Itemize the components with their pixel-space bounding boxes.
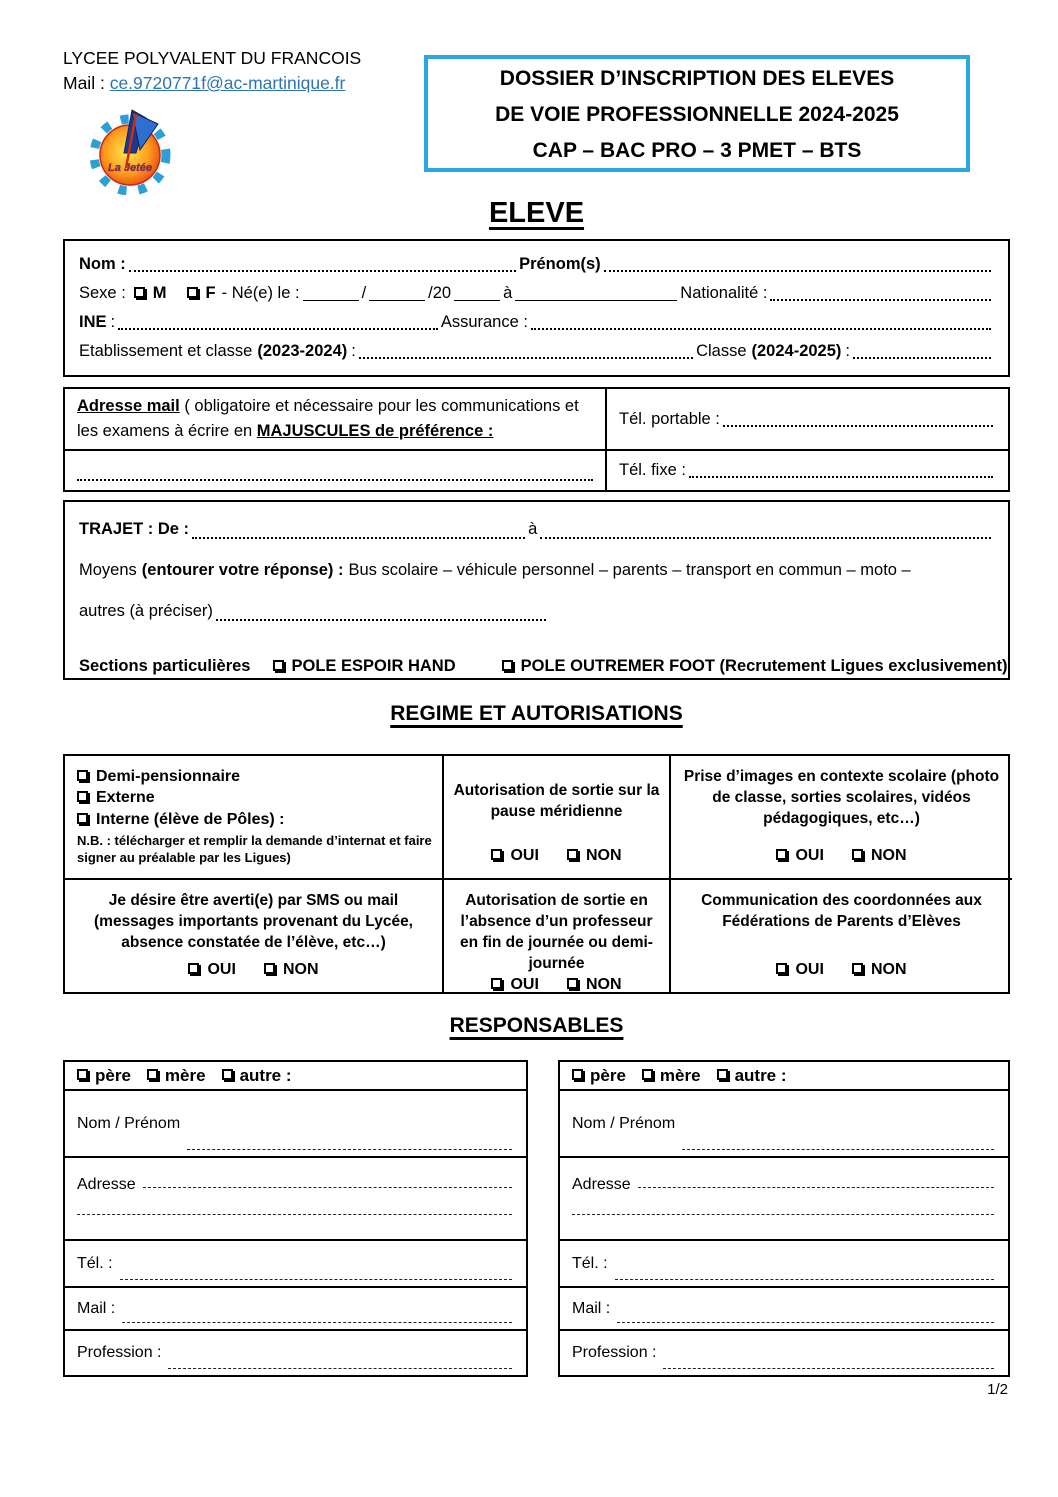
regime-cell-federations xyxy=(669,878,1012,992)
oui-checkbox[interactable] xyxy=(491,978,502,989)
pole-hand-checkbox[interactable] xyxy=(273,660,284,671)
title-line-3: CAP – BAC PRO – 3 PMET – BTS xyxy=(532,139,862,162)
tel-fixe-cell xyxy=(605,449,1008,490)
birth-day-field[interactable] xyxy=(303,299,359,301)
birth-month-field[interactable] xyxy=(369,299,425,301)
nom-prenom-label: Nom / Prénom xyxy=(77,1114,181,1132)
tel-row xyxy=(560,1239,1008,1286)
nom-prenom-line xyxy=(79,250,994,279)
demi-pensionnaire-checkbox[interactable] xyxy=(77,770,88,781)
assurance-fill-line[interactable] xyxy=(531,328,991,330)
autres-line xyxy=(79,594,994,628)
sections-label: Sections particulières xyxy=(79,656,251,675)
non-checkbox[interactable] xyxy=(264,963,275,974)
tel-fill-line[interactable] xyxy=(615,1278,994,1280)
section-heading-regime: REGIME ET AUTORISATIONS xyxy=(390,702,683,725)
responsable-type-row xyxy=(65,1062,526,1089)
adresse-mail-cell xyxy=(65,389,605,449)
ine-fill-line[interactable] xyxy=(118,328,438,330)
page-number: 1/2 xyxy=(987,1381,1008,1398)
pension-item xyxy=(77,787,155,808)
mail-fill-line[interactable] xyxy=(122,1321,512,1323)
profession-label: Profession : xyxy=(572,1344,657,1361)
nom-prenom-row xyxy=(65,1089,526,1156)
pension-nb-note: N.B. : télécharger et remplir la demande d’internat et faire signer au préalable par les Ligues) xyxy=(77,832,432,865)
birth-place-a-label: à xyxy=(503,284,513,302)
sexe-f-label: F xyxy=(205,284,216,302)
prenom-label: Prénom(s) xyxy=(519,255,601,273)
pole-hand-label: POLE ESPOIR HAND xyxy=(291,656,456,675)
oui-label: OUI xyxy=(795,961,824,978)
adresse-mail-text: ( obligatoire et nécessaire pour les communications et les examens à écrire en xyxy=(77,397,579,440)
non-choice xyxy=(264,959,319,980)
nom-prenom-fill-line[interactable] xyxy=(187,1148,512,1150)
sexe-f-checkbox[interactable] xyxy=(187,287,198,298)
non-label: NON xyxy=(585,847,622,864)
interne-checkbox[interactable] xyxy=(77,813,88,824)
sortie-prof-text: Autorisation de sortie en l’absence d’un professeur en fin de journée ou demi-journée xyxy=(460,892,653,972)
pere-label: père xyxy=(95,1065,131,1085)
federations-ouinon xyxy=(776,959,906,980)
document-title-box xyxy=(424,55,970,172)
adresse-mail-label: Adresse mail xyxy=(77,397,180,415)
demi-pensionnaire-label: Demi-pensionnaire xyxy=(96,768,241,786)
interne-label: Interne (élève de Pôles) : xyxy=(96,810,285,828)
federations-text: Communication des coordonnées aux Fédérations de Parents d’Elèves xyxy=(701,892,982,930)
classe-label: Classe xyxy=(696,342,747,360)
ine-label: INE xyxy=(79,313,107,331)
tel-portable-fill-line[interactable] xyxy=(723,425,993,427)
oui-label: OUI xyxy=(510,976,539,993)
oui-checkbox[interactable] xyxy=(776,849,787,860)
student-identity-box xyxy=(63,239,1010,377)
oui-label: OUI xyxy=(207,961,236,978)
nationalite-label: Nationalité : xyxy=(680,284,768,302)
tel-row xyxy=(65,1239,526,1286)
title-line-2: DE VOIE PROFESSIONNELLE 2024-2025 xyxy=(495,103,899,126)
oui-choice xyxy=(188,959,235,980)
images-text: Prise d’images en contexte scolaire (photo de classe, sorties scolaires, vidéos pédagogiques, etc…) xyxy=(683,768,1000,827)
nationalite-fill-line[interactable] xyxy=(770,299,991,301)
non-label: NON xyxy=(585,976,622,993)
moyens-options: Bus scolaire – véhicule personnel – parents – transport en commun – moto – xyxy=(348,560,911,579)
classe-colon: : xyxy=(845,342,850,360)
mail-row xyxy=(65,1286,526,1329)
assurance-label: Assurance : xyxy=(440,313,528,331)
regime-table xyxy=(63,754,1010,994)
oui-checkbox[interactable] xyxy=(188,963,199,974)
trajet-line xyxy=(79,512,994,546)
trajet-de-fill-line[interactable] xyxy=(192,537,525,539)
tel-fixe-label: Tél. fixe : xyxy=(619,461,686,479)
oui-choice xyxy=(776,845,823,866)
moyens-line xyxy=(79,553,994,587)
profession-label: Profession : xyxy=(77,1344,162,1361)
autre-label: autre : xyxy=(239,1065,292,1085)
mail-row xyxy=(560,1286,1008,1329)
adresse-label: Adresse xyxy=(572,1176,631,1194)
images-ouinon xyxy=(776,845,906,866)
oui-choice xyxy=(491,974,538,995)
sms-ouinon xyxy=(188,959,318,980)
adresse-row xyxy=(560,1156,1008,1239)
sexe-naissance-line xyxy=(79,279,994,308)
sms-text: Je désire être averti(e) par SMS ou mail (messages importants provenant du Lycée, absence constatée de l’élève, etc…) xyxy=(94,892,413,951)
non-checkbox[interactable] xyxy=(852,963,863,974)
regime-cell-sortie-prof xyxy=(442,878,669,992)
sortie-midi-text: Autorisation de sortie sur la pause méridienne xyxy=(453,782,660,820)
mere-checkbox[interactable] xyxy=(147,1069,158,1080)
regime-cell-sms xyxy=(65,878,442,992)
classe-fill-line[interactable] xyxy=(853,357,991,359)
oui-choice xyxy=(776,959,823,980)
autre-checkbox[interactable] xyxy=(222,1069,233,1080)
ine-assurance-line xyxy=(79,308,994,337)
tel-fill-line[interactable] xyxy=(120,1278,512,1280)
section-heading-eleve: ELEVE xyxy=(488,197,585,229)
sections-line xyxy=(79,649,1008,683)
birth-year-field[interactable] xyxy=(454,299,500,301)
nom-prenom-row xyxy=(560,1089,1008,1156)
profession-row xyxy=(65,1329,526,1375)
non-label: NON xyxy=(870,961,907,978)
pension-item xyxy=(77,766,240,787)
trajet-a-fill-line[interactable] xyxy=(540,537,991,539)
non-label: NON xyxy=(282,961,319,978)
mere-label: mère xyxy=(659,1065,701,1085)
moyens-label: Moyens xyxy=(79,560,137,579)
school-header xyxy=(63,46,361,96)
title-line-1: DOSSIER D’INSCRIPTION DES ELEVES xyxy=(499,67,895,90)
oui-checkbox[interactable] xyxy=(491,849,502,860)
regime-cell-images xyxy=(669,756,1012,878)
regime-cell-pension xyxy=(65,756,442,878)
nom-prenom-label: Nom / Prénom xyxy=(572,1114,676,1132)
prenom-fill-line[interactable] xyxy=(604,270,991,272)
date-slash: / xyxy=(361,284,367,302)
ine-colon: : xyxy=(110,313,116,331)
responsable-box-2 xyxy=(558,1060,1010,1377)
sortie-midi-ouinon xyxy=(491,845,621,866)
sortie-prof-ouinon xyxy=(491,974,621,995)
year-prefix: /20 xyxy=(428,284,452,302)
mail-label: Mail : xyxy=(572,1299,611,1317)
pole-foot-label: POLE OUTREMER FOOT (Recrutement Ligues exclusivement) xyxy=(520,656,1008,675)
nom-fill-line[interactable] xyxy=(129,270,516,272)
school-logo-icon xyxy=(80,98,180,198)
responsable-box-1 xyxy=(63,1060,528,1377)
logo-text: La Jetée xyxy=(107,162,153,174)
autres-fill-line[interactable] xyxy=(216,619,546,621)
oui-label: OUI xyxy=(510,847,539,864)
sexe-label: Sexe : xyxy=(79,284,126,302)
mail-fill-line[interactable] xyxy=(617,1321,994,1323)
trajet-a-label: à xyxy=(528,519,538,538)
adresse-mail-fill-line[interactable] xyxy=(77,479,593,481)
mail-label: Mail : xyxy=(77,1299,116,1317)
school-logo xyxy=(80,98,180,203)
autre-label: autre : xyxy=(734,1065,787,1085)
profession-fill-line[interactable] xyxy=(663,1367,994,1369)
non-checkbox[interactable] xyxy=(852,849,863,860)
school-mail-line xyxy=(63,71,361,96)
sexe-m-checkbox[interactable] xyxy=(134,287,145,298)
classe-year: (2024-2025) xyxy=(751,342,842,360)
nom-prenom-fill-line[interactable] xyxy=(682,1148,994,1150)
non-checkbox[interactable] xyxy=(567,978,578,989)
responsable-type-row xyxy=(560,1062,1008,1089)
ne-le-label: - Né(e) le : xyxy=(221,284,300,302)
pere-label: père xyxy=(590,1065,626,1085)
oui-label: OUI xyxy=(795,847,824,864)
responsables-section xyxy=(63,1060,1010,1377)
sexe-m-label: M xyxy=(152,284,167,302)
etablissement-fill-line[interactable] xyxy=(359,357,693,359)
pere-checkbox[interactable] xyxy=(572,1069,583,1080)
externe-checkbox[interactable] xyxy=(77,791,88,802)
etablissement-year: (2023-2024) xyxy=(257,342,348,360)
tel-label: Tél. : xyxy=(572,1254,608,1272)
adresse-label: Adresse xyxy=(77,1176,136,1194)
section-heading-responsables: RESPONSABLES xyxy=(449,1014,624,1037)
externe-label: Externe xyxy=(96,789,155,807)
etablissement-label: Etablissement et classe xyxy=(79,342,253,360)
adresse-fill-line-1[interactable] xyxy=(638,1186,994,1188)
tel-portable-label: Tél. portable : xyxy=(619,409,720,428)
pension-item xyxy=(77,809,285,830)
moyens-instruction: (entourer votre réponse) : xyxy=(141,560,344,579)
autre-checkbox[interactable] xyxy=(717,1069,728,1080)
trajet-de-label: TRAJET : De : xyxy=(79,519,190,538)
non-choice xyxy=(567,845,622,866)
school-name: LYCEE POLYVALENT DU FRANCOIS xyxy=(63,48,362,68)
pole-foot-checkbox[interactable] xyxy=(502,660,513,671)
trajet-box xyxy=(63,500,1010,680)
non-checkbox[interactable] xyxy=(567,849,578,860)
profession-fill-line[interactable] xyxy=(168,1367,512,1369)
oui-choice xyxy=(491,845,538,866)
non-choice xyxy=(852,959,907,980)
non-label: NON xyxy=(870,847,907,864)
oui-checkbox[interactable] xyxy=(776,963,787,974)
adresse-fill-line-1[interactable] xyxy=(143,1186,512,1188)
nom-label: Nom : xyxy=(79,255,126,273)
school-mail-link[interactable]: ce.9720771f@ac-martinique.fr xyxy=(109,73,346,93)
mere-checkbox[interactable] xyxy=(642,1069,653,1080)
mail-label: Mail : xyxy=(63,73,105,93)
adresse-mail-bold2: MAJUSCULES de préférence : xyxy=(256,422,494,440)
pere-checkbox[interactable] xyxy=(77,1069,88,1080)
mere-label: mère xyxy=(164,1065,206,1085)
regime-cell-sortie-midi xyxy=(442,756,669,878)
contact-box xyxy=(63,387,1010,492)
autres-label: autres (à préciser) xyxy=(79,601,213,620)
adresse-row xyxy=(65,1156,526,1239)
non-choice xyxy=(852,845,907,866)
etablissement-colon: : xyxy=(351,342,356,360)
etablissement-classe-line xyxy=(79,337,994,366)
tel-fixe-fill-line[interactable] xyxy=(689,476,993,478)
tel-portable-cell xyxy=(605,389,1008,449)
adresse-fill-line-2[interactable] xyxy=(77,1213,512,1215)
tel-label: Tél. : xyxy=(77,1254,113,1272)
adresse-fill-line-2[interactable] xyxy=(572,1213,994,1215)
birth-place-field[interactable] xyxy=(515,299,677,301)
adresse-mail-fill-cell xyxy=(65,449,605,490)
non-choice xyxy=(567,974,622,995)
profession-row xyxy=(560,1329,1008,1375)
